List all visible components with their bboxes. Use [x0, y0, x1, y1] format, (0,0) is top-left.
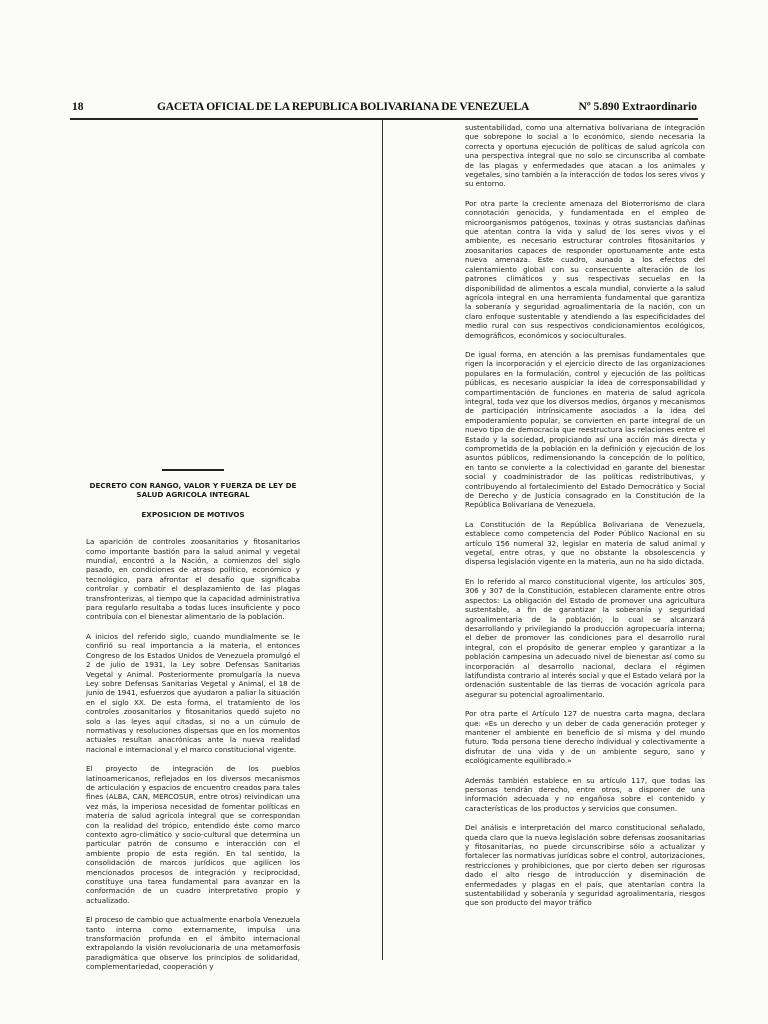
- paragraph: La Constitución de la República Bolivariana de Venezuela, establece como competencia del Poder Público Nacional en su artículo 156 numeral 32, legislar en materia de salud animal y vegetal, entre otras, y que no obstante la obsolescencia y dispersa legislación vigente en la materia, aun no ha sido dictada.: [465, 519, 705, 567]
- paragraph: Además también establece en su artículo 117, que todas las personas tendrán derecho, entre otros, a disponer de una información adecuada y no engañosa sobre el contenido y características de los productos y servicios que consumen.: [465, 775, 705, 813]
- header-rule: [70, 118, 698, 120]
- column-divider: [382, 120, 383, 960]
- paragraph: Del análisis e interpretación del marco constitucional señalado, queda claro que la nueva legislación sobre defensas zoosanitarias y fitosanitarias, no puede circunscribirse sólo a actualizar y fortalecer las normativas jurídicas sobre el control, autorizaciones, restricciones y prohibiciones, que por cierto deben ser rigurosas dado el alto riesgo de introducción y diseminación de enfermedades y plagas en el país, que atentarían contra la sustentabilidad y soberanía y seguridad agroalimentaria, riesgos que son producto del mayor tráfico: [465, 823, 705, 908]
- page-header: [72, 101, 697, 117]
- gazette-title: GACETA OFICIAL DE LA REPUBLICA BOLIVARIANA DE VENEZUELA: [157, 101, 530, 113]
- paragraph: El proyecto de integración de los pueblos latinoamericanos, reflejados en los diversos mecanismos de articulación y espacios de encuentro creados para tales fines (ALBA, CAN, MERCOSUR, entre otros) reivindican una vez más, la imperiosa necesidad de fomentar políticas en materia de salud agrícola integral que se correspondan con la realidad del trópico, entendido éste como marco contexto agro-climático y socio-cultural que determina un particular patrón de consumo e interacción con el ambiente propio de esta región. En tal sentido, la consolidación de marcos jurídicos que agilicen los mencionados procesos de integración y reciprocidad, constituye una tarea fundamental para avanzar en la conformación de un cuadro interpretativo propio y actualizado.: [86, 764, 300, 905]
- paragraph: A inicios del referido siglo, cuando mundialmente se le confirió su real importancia a la materia, el entonces Congreso de los Estados Unidos de Venezuela promulgó el 2 de julio de 1931, la Ley sobre Defensas Sanitarias Vegetal y Animal. Posteriormente promulgaría la nueva Ley sobre Defensas Sanitarias Vegetal y Animal, el 18 de junio de 1941, esfuerzos que ayudaron a paliar la situación en el siglo XX. De esta forma, el tratamiento de los controles zoosanitarios y fitosanitarios quedó sujeto no solo a las leyes aquí citadas, si no a un cúmulo de normativas y resoluciones dispersas que en los momentos actuales resultan anacrónicas ante la nueva realidad nacional e internacional y el marco constitucional vigente.: [86, 631, 300, 754]
- issue-number: Nº 5.890 Extraordinario: [578, 101, 697, 113]
- paragraph: De igual forma, en atención a las premisas fundamentales que rigen la incorporación y el ejercicio directo de las organizaciones populares en la formulación, control y ejecución de las políticas públicas, es necesario auspiciar la idea de corresponsabilidad y compartimentación de funciones en materia de salud agrícola integral, toda vez que los diversos medios, órganos y mecanismos de participación intrínsicamente asociados a la idea del empoderamiento popular, se convierten en parte integral de un nuevo tipo de democracia que reestructura las relaciones entre el Estado y la sociedad, propiciando así una acción más directa y comprometida de la población en la definición y ejecución de los asuntos públicos, redimensionando la concepción de lo político, en tanto se convierte a la colectividad en garante del bienestar social y coadministrador de las políticas redistributivas, y contribuyendo al fortalecimiento del Estado Democrático y Social de Derecho y de Justicia consagrado en la Constitución de la República Bolivariana de Venezuela.: [465, 349, 705, 510]
- decree-title: DECRETO CON RANGO, VALOR Y FUERZA DE LEY DE SALUD AGRICOLA INTEGRAL: [89, 481, 297, 500]
- paragraph: Por otra parte la creciente amenaza del Bioterrorismo de clara connotación genocida, y fundamentada en el empleo de microorganismos patógenos, toxinas y otras sustancias dañinas que atentan contra la vida y salud de los seres vivos y el ambiente, es necesario estructurar controles fitosanitarios y zoosanitarios capaces de responder oportunamente ante esta nueva amenaza. Este cuadro, aunado a los efectos del calentamiento global con su consecuente alteración de los patrones climáticos y sus respectivas secuelas en la disponibilidad de alimentos a escala mundial, convierte a la salud agrícola integral en una herramienta fundamental que garantiza la soberanía y seguridad agroalimentaria de la nación, con un claro enfoque sustentable y atendiendo a las especificidades del medio rural con sus respectivos condicionamientos ecológicos, demográficos, económicos y socioculturales.: [465, 198, 705, 340]
- page-number: 18: [72, 101, 84, 113]
- section-separator: [162, 469, 224, 471]
- paragraph: El proceso de cambio que actualmente enarbola Venezuela tanto interna como externamente, impulsa una transformación profunda en el ámbito internacional extrapolando la visión revolucionaria de una metamorfosis paradigmática que observe los principios de solidaridad, complementariedad, cooperación y: [86, 915, 300, 972]
- left-column: [86, 469, 300, 982]
- paragraph: La aparición de controles zoosanitarios y fitosanitarios como importante bastión para la salud animal y vegetal mundial, encontró a la Nación, a comienzos del siglo pasado, en condiciones de atraso político, económico y tecnológico, para afrontar el desafío que significaba controlar y combatir el desplazamiento de las plagas transfronterizas, al tiempo que la capacidad administrativa para regularlo resultaba a todas luces insuficiente y poco contribuía con el bienestar alimentario de la población.: [86, 537, 300, 622]
- right-column: [465, 123, 705, 918]
- paragraph: sustentabilidad, como una alternativa bolivariana de integración que sobrepone lo social a lo económico, siendo necesaria la correcta y oportuna ejecución de políticas de salud agrícola con una perspectiva integral que no solo se circunscriba al combate de las plagas y enfermedades que atacan a los animales y vegetales, sino también a la interacción de todos los seres vivos y su entorno.: [465, 123, 705, 189]
- section-subtitle: EXPOSICION DE MOTIVOS: [141, 509, 245, 519]
- paragraph: Por otra parte el Artículo 127 de nuestra carta magna, declara que: «Es un derecho y un deber de cada generación proteger y mantener el ambiente en beneficio de sí misma y del mundo futuro. Toda persona tiene derecho individual y colectivamente a disfrutar de una vida y de un ambiente seguro, sano y ecológicamente equilibrado.»: [465, 709, 705, 766]
- paragraph: En lo referido al marco constitucional vigente, los artículos 305, 306 y 307 de la Constitución, establecen claramente entre otros aspectos: La obligación del Estado de promover una agricultura sustentable, a fin de garantizar la soberanía y seguridad agroalimentaria de la población; lo cual se alcanzará desarrollando y privilegiando la producción agropecuaria interna; el deber de promover las condiciones para el desarrollo rural integral, con el propósito de generar empleo y garantizar a la población campesina un adecuado nivel de bienestar así como su incorporación al desarrollo nacional, declara el régimen latifundista contrario al interés social y que el Estado velará por la ordenación sustentable de las tierras de vocación agrícola para asegurar su potencial agroalimentario.: [465, 576, 705, 699]
